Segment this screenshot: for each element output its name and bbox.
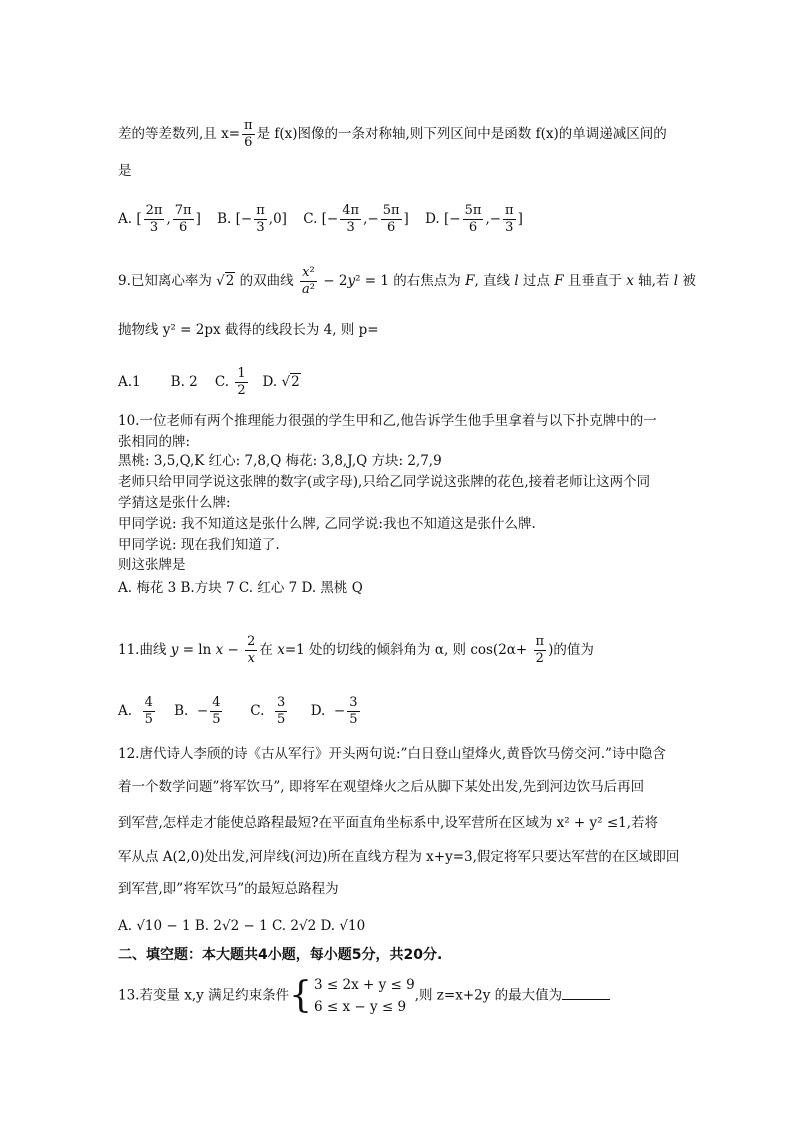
q10-line1: 10.一位老师有两个推理能力很强的学生甲和乙,他告诉学生他手里拿着与以下扑克牌中的一	[118, 413, 657, 429]
q10-line6: 甲同学说: 我不知道这是张什么牌, 乙同学说:我也不知道这是张什么牌.	[118, 516, 536, 532]
q10-line4: 老师只给甲同学说这张牌的数字(或字母),只给乙同学说这张牌的花色,接着老师让这两个同	[118, 474, 651, 490]
q12-options: A. √10 − 1 B. 2√2 − 1 C. 2√2 D. √10	[118, 918, 366, 934]
q12-line3: 到军营,怎样走才能使总路程最短?在平面直角坐标系中,设军营所在区域为 x² + y² ≤1,若将	[118, 815, 659, 831]
q8-line2: 是	[118, 163, 132, 179]
q8-option-b: B. [− $\frac{\pi}{3}$ ,0]	[217, 203, 287, 235]
q10-options: A. 梅花 3 B.方块 7 C. 红心 7 D. 黑桃 Q	[118, 580, 363, 596]
q8-line1	[118, 118, 667, 151]
q12-line1: 12.唐代诗人李颀的诗《古从军行》开头两句说:”白日登山望烽火,黄昏饮马傍交河.”诗中隐含	[118, 746, 666, 762]
q10-line3: 黑桃: 3,5,Q,K 红心: 7,8,Q 梅花: 3,8,J,Q 方块: 2,7,9	[118, 453, 442, 469]
q9-line2: 抛物线 y² = 2px 截得的线段长为 4, 则 p=	[118, 322, 379, 338]
q9-line1: 9.已知离心率为 √2 的双曲线 $\frac{\text{x²}}{\text{a²}}$ − 2y² = 1 的右焦点为 F, 直线 l 过点 F 且垂直于 x 轴,若 l 被	[118, 265, 696, 297]
q10-line7: 甲同学说: 现在我们知道了.	[118, 537, 280, 553]
q11-line: 11.曲线 y = ln x − $\frac{2}{x}$ 在 x=1 处的切线的倾斜角为 α, 则 cos(2α+ $\frac{\pi}{2}$ )的值为	[118, 634, 594, 666]
q8-fraction	[242, 118, 255, 151]
frac-den: 6	[244, 135, 253, 150]
q8-option-a: A. [ $\frac{2\pi}{3}$ , $\frac{7\pi}{6}$ ]	[118, 203, 201, 235]
q13-line	[118, 974, 610, 1018]
answer-blank[interactable]	[562, 987, 610, 1000]
q13-constraint-2: 6 ≤ x − y ≤ 9	[314, 999, 407, 1015]
q13-constraints	[314, 974, 415, 1018]
q12-line5: 到军营,即”将军饮马”的最短总路程为	[118, 881, 339, 897]
q8-text-a: 差的等差数列,且 x=	[118, 126, 241, 142]
q8-text-b: 是 f(x)图像的一条对称轴,则下列区间中是函数 f(x)的单调递减区间的	[256, 126, 667, 142]
q13-post: ,则 z=x+2y 的最大值为	[414, 987, 563, 1004]
q9-options: A.1 B. 2 C. $\frac{1}{2}$ D. √2	[118, 366, 300, 398]
q8-options	[118, 203, 535, 236]
q13-pre: 13.若变量 x,y 满足约束条件	[118, 987, 290, 1004]
q8-option-d: D. [− $\frac{5\pi}{6}$ ,− $\frac{\pi}{3}$ ]	[425, 203, 523, 235]
section2-heading: 二、填空题：本大题共4小题，每小题5分，共20分.	[118, 947, 443, 963]
q10-line8: 则这张牌是	[118, 557, 186, 573]
q8-option-c: C. [− $\frac{4\pi}{3}$ ,− $\frac{5\pi}{6}$ ]	[303, 203, 409, 235]
q12-line4: 军从点 A(2,0)处出发,河岸线(河边)所在直线方程为 x+y=3,假定将军只要达军营的在区域即回	[118, 849, 680, 865]
frac-num: π	[244, 118, 253, 133]
q10-line5: 学猜这是张什么牌:	[118, 495, 231, 511]
brace-icon: {	[289, 975, 312, 1016]
q13-constraint-1: 3 ≤ 2x + y ≤ 9	[314, 977, 415, 993]
q10-line2: 张相同的牌:	[118, 434, 191, 450]
q11-options: A. $\frac{4}{5}$ B. − $\frac{4}{5}$ C. $\frac{3}{5}$ D. − $\frac{3}{5}$	[118, 695, 358, 727]
q12-line2: 着一个数学问题”将军饮马”, 即将军在观望烽火之后从脚下某处出发,先到河边饮马后再回	[118, 779, 645, 795]
